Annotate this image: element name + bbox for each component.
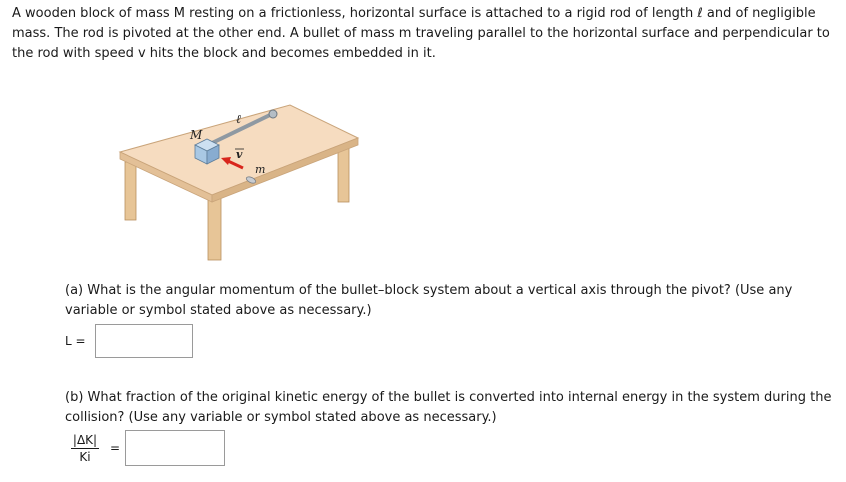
table-diagram: [100, 100, 400, 270]
answer-input-b[interactable]: [125, 430, 225, 466]
answer-row-a: [65, 324, 193, 358]
label-M: M: [190, 128, 203, 142]
table-leg-front: [208, 198, 221, 260]
fraction-label: [65, 433, 105, 464]
fraction-numerator: |ΔK|: [72, 432, 98, 447]
label-m: m: [255, 163, 266, 176]
equals-sign: =: [109, 441, 121, 455]
answer-row-b: [65, 430, 225, 466]
fraction-denominator: Ki: [79, 449, 91, 464]
table-leg-back-left: [125, 162, 136, 220]
label-v: v: [236, 148, 243, 161]
question-a: (a) What is the angular momentum of the bullet–block system about a vertical axis through the pivot? (Use any variable or symbol stated above as necessary.): [65, 283, 793, 318]
answer-input-a[interactable]: [95, 324, 193, 358]
answer-label-a: L =: [65, 334, 86, 348]
problem-statement: A wooden block of mass M resting on a frictionless, horizontal surface is attached to a rigid rod of length ℓ and of negligible mass. The rod is pivoted at the other end. A bullet of mass m traveling parallel to the horizontal surface and perpendicular to the rod with speed v hits the block and becomes embedded in it.: [12, 6, 830, 61]
label-l: ℓ: [236, 112, 241, 126]
pivot: [269, 110, 277, 118]
question-b: (b) What fraction of the original kinetic energy of the bullet is converted into internal energy in the system during the collision? (Use any variable or symbol stated above as necessary.): [65, 390, 832, 425]
